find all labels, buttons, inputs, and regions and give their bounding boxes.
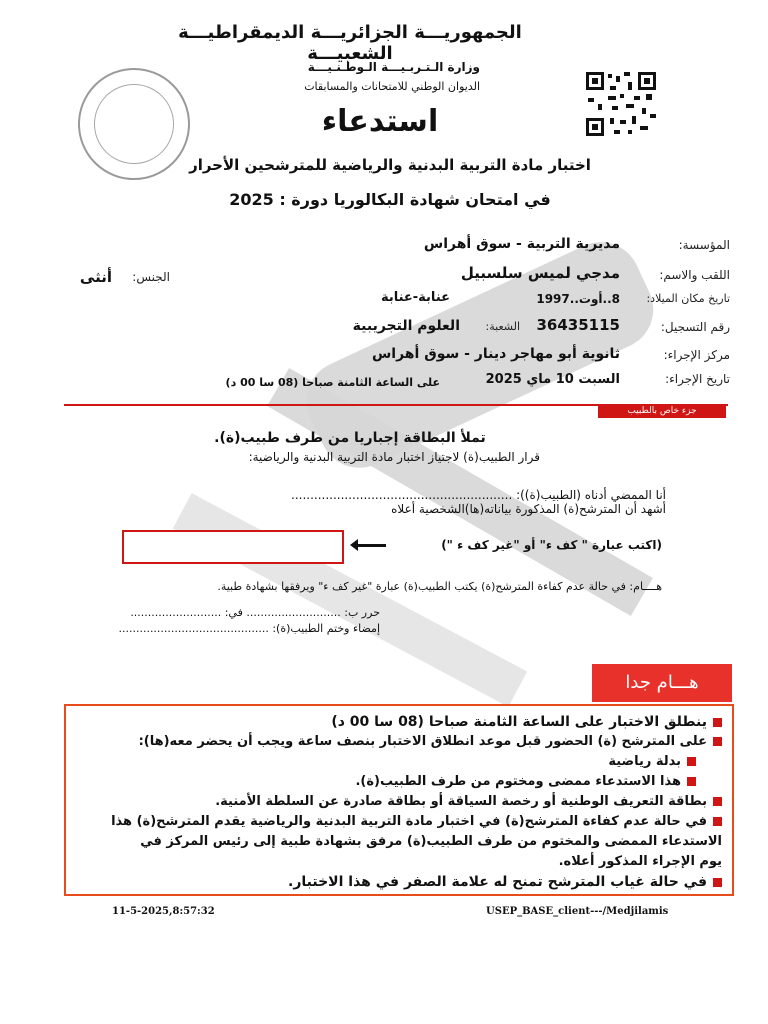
exam-time: على الساعة الثامنة صباحا (08 سا 00 د) xyxy=(225,376,440,389)
important-notes-box xyxy=(64,704,734,896)
center-value: ثانوية أبو مهاجر دينار - سوق أهراس xyxy=(371,346,620,362)
note-item: في حالة غياب المترشح تمنح له علامة الصفر في هذا الاختبار. xyxy=(288,874,722,890)
footer-client: USEP_BASE_client---/Medjilamis xyxy=(486,906,669,917)
exam-date-value: السبت 10 ماي 2025 xyxy=(485,372,620,387)
birth-label: تاريخ مكان الميلاد: xyxy=(646,292,730,305)
fitness-input-box[interactable] xyxy=(122,530,344,564)
office-name: الديوان الوطني للامتحانات والمسابقات xyxy=(304,80,480,93)
done-at-line: حرر ب: ........................... في: .......................... xyxy=(130,606,380,619)
doctor-section-tag: جزء خاص بالطبيب xyxy=(598,404,726,418)
registration-label: رقم التسجيل: xyxy=(660,320,730,334)
doctor-decision: قرار الطبيب(ة) لاجتياز اختبار مادة التربية البدنية والرياضية: xyxy=(248,450,540,464)
gender-label: الجنس: xyxy=(132,270,170,284)
ministry-name: وزارة الـتـربـيـــة الـوطـنـيـــة xyxy=(307,60,480,74)
center-label: مركز الإجراء: xyxy=(663,348,730,362)
note-item: يوم الإجراء المذكور أعلاه. xyxy=(558,854,722,869)
birth-date: 8..أوت..1997 xyxy=(536,292,620,306)
note-item: بطاقة التعريف الوطنية أو رخصة السياقة أو بطاقة صادرة عن السلطة الأمنية. xyxy=(215,794,722,809)
name-label: اللقب والاسم: xyxy=(659,268,730,282)
exam-subtitle: اختبار مادة التربية البدنية والرياضية للمترشحين الأحرار xyxy=(189,156,591,174)
name-value: مدجي لميس سلسبيل xyxy=(460,264,620,282)
republic-title: الجمهوريـــة الجزائريـــة الديمقراطيـــة الشعبيـــة xyxy=(178,22,522,64)
registration-number: 36435115 xyxy=(536,316,620,334)
fitness-instruction: (اكتب عبارة " كف ء" أو "غير كف ء ") xyxy=(441,538,662,552)
note-item: بدلة رياضية xyxy=(608,754,696,769)
document-title: استدعاء xyxy=(321,104,439,139)
institution-value: مديرية التربية - سوق أهراس xyxy=(423,236,620,252)
medical-heading: تملأ البطاقة إجباريا من طرف طبيب(ة). xyxy=(214,430,486,446)
session-subtitle: في امتحان شهادة البكالوريا دورة : 2025 xyxy=(229,190,551,209)
doctor-certify: أشهد أن المترشح(ة) المذكورة بياناته(ها)الشخصية أعلاه xyxy=(391,502,666,516)
qr-code-icon xyxy=(584,70,658,138)
important-note: هــــام: في حالة عدم كفاءة المترشح(ة) يكتب الطبيب(ة) عبارة "غير كف ء" ويرفقها بشهادة طبية. xyxy=(217,580,662,593)
birth-place: عنابة-عنابة xyxy=(380,290,450,305)
note-item: هذا الاستدعاء ممضى ومختوم من طرف الطبيب(ة). xyxy=(355,774,696,789)
note-item: في حالة عدم كفاءة المترشح(ة) في اختبار مادة التربية البدنية والرياضية يقدم المترشح(ة) هذا xyxy=(111,814,722,829)
branch-label: الشعبة: xyxy=(485,320,520,333)
doctor-signed: أنا الممضي أدناه (الطبيب(ة)): .......................................................... xyxy=(291,488,666,502)
doctor-signature-line: إمضاء وختم الطبيب(ة): ........................................... xyxy=(118,622,380,635)
official-seal-icon xyxy=(78,68,190,180)
note-item: ينطلق الاختبار على الساعة الثامنة صباحا (08 سا 00 د) xyxy=(331,714,722,730)
very-important-badge: هـــام جدا xyxy=(592,664,732,702)
note-item: على المترشح (ة) الحضور قبل موعد انطلاق الاختبار بنصف ساعة ويجب أن يحضر معه(ها): xyxy=(139,734,722,749)
arrow-left-icon xyxy=(356,544,386,547)
exam-date-label: تاريخ الإجراء: xyxy=(665,372,730,386)
branch-value: العلوم التجريبية xyxy=(352,318,460,334)
institution-label: المؤسسة: xyxy=(678,238,730,252)
footer-timestamp: 11-5-2025,8:57:32 xyxy=(112,906,215,917)
note-item: الاستدعاء الممضى والمختوم من طرف الطبيب(ة) مرفق بشهادة طبية إلى رئيس المركز في xyxy=(140,834,722,849)
gender-value: أنثى xyxy=(79,268,112,286)
